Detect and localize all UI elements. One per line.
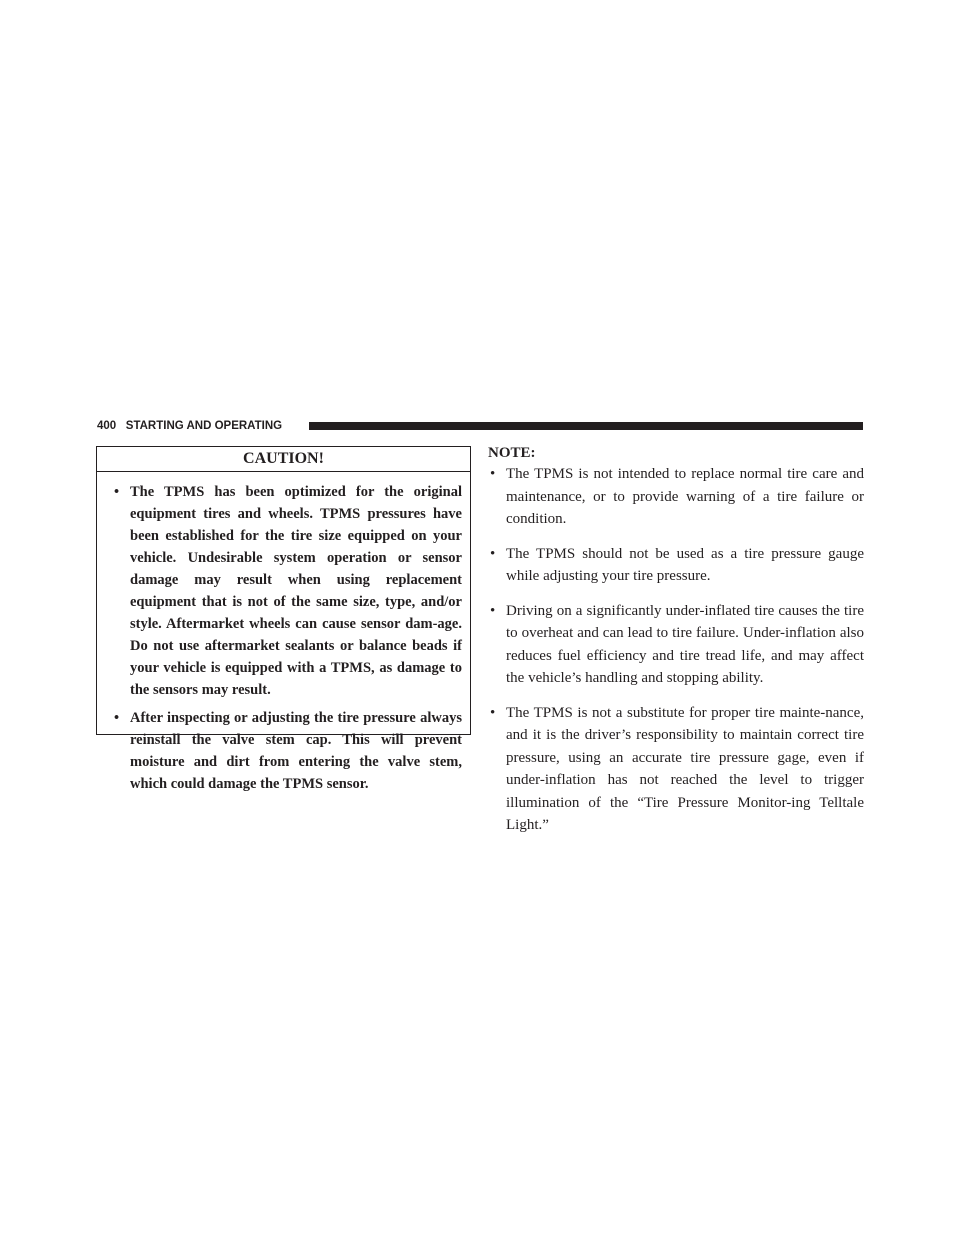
note-section — [488, 443, 864, 849]
bullet-icon: • — [114, 484, 120, 500]
header-rule — [309, 422, 863, 430]
page-number: 400 — [97, 420, 117, 432]
caution-item — [105, 707, 462, 795]
bullet-icon: • — [114, 710, 120, 726]
note-item — [488, 600, 864, 690]
bullet-icon: • — [490, 545, 496, 562]
caution-box — [96, 446, 471, 792]
page-header — [97, 419, 863, 433]
caution-title: CAUTION! — [97, 447, 470, 472]
caution-item-text: The TPMS has been optimized for the original equipment tires and wheels. TPMS pressures have been established for the tire size equipped on your vehicle. Undesirable system operation or sensor damage may result when using replacement equipment that is not of the same size, type, and/or style. Aftermarket wheels can cause sensor dam-age. Do not use aftermarket sealants or balance beads if your vehicle is equipped with a TPMS, as damage to the sensors may result. — [130, 484, 462, 698]
note-item — [488, 702, 864, 837]
page-header-text — [97, 419, 282, 433]
note-item-text: The TPMS is not intended to replace normal tire care and maintenance, or to provide warning of a tire failure or condition. — [506, 466, 864, 527]
bullet-icon: • — [490, 466, 496, 482]
note-label: NOTE: — [488, 445, 536, 461]
note-item-text: Driving on a significantly under-inflated tire causes the tire to overheat and can lead to tire failure. Under-inflation also reduces fuel efficiency and tire tread life, and may affect the vehicle’s handling and stopping ability. — [506, 602, 864, 686]
note-item — [488, 543, 864, 588]
bullet-icon: • — [490, 602, 496, 619]
caution-item-text: After inspecting or adjusting the tire pressure always reinstall the valve stem cap. This will prevent moisture and dirt from entering the valve stem, which could damage the TPMS sensor. — [130, 710, 462, 792]
note-list — [488, 463, 864, 837]
caution-list — [97, 472, 470, 795]
note-item-text: The TPMS is not a substitute for proper tire mainte-nance, and it is the driver’s responsibility to maintain correct tire pressure, using an accurate tire pressure gage, even if under-inflation has not reached the level to trigger illumination of the “Tire Pressure Monitor-ing Telltale Light.” — [506, 704, 864, 833]
note-item-text: The TPMS should not be used as a tire pressure gauge while adjusting your tire pressure. — [506, 545, 864, 584]
bullet-icon: • — [490, 704, 496, 721]
caution-item — [105, 481, 462, 701]
section-title: STARTING AND OPERATING — [125, 420, 283, 432]
note-item — [488, 463, 864, 531]
